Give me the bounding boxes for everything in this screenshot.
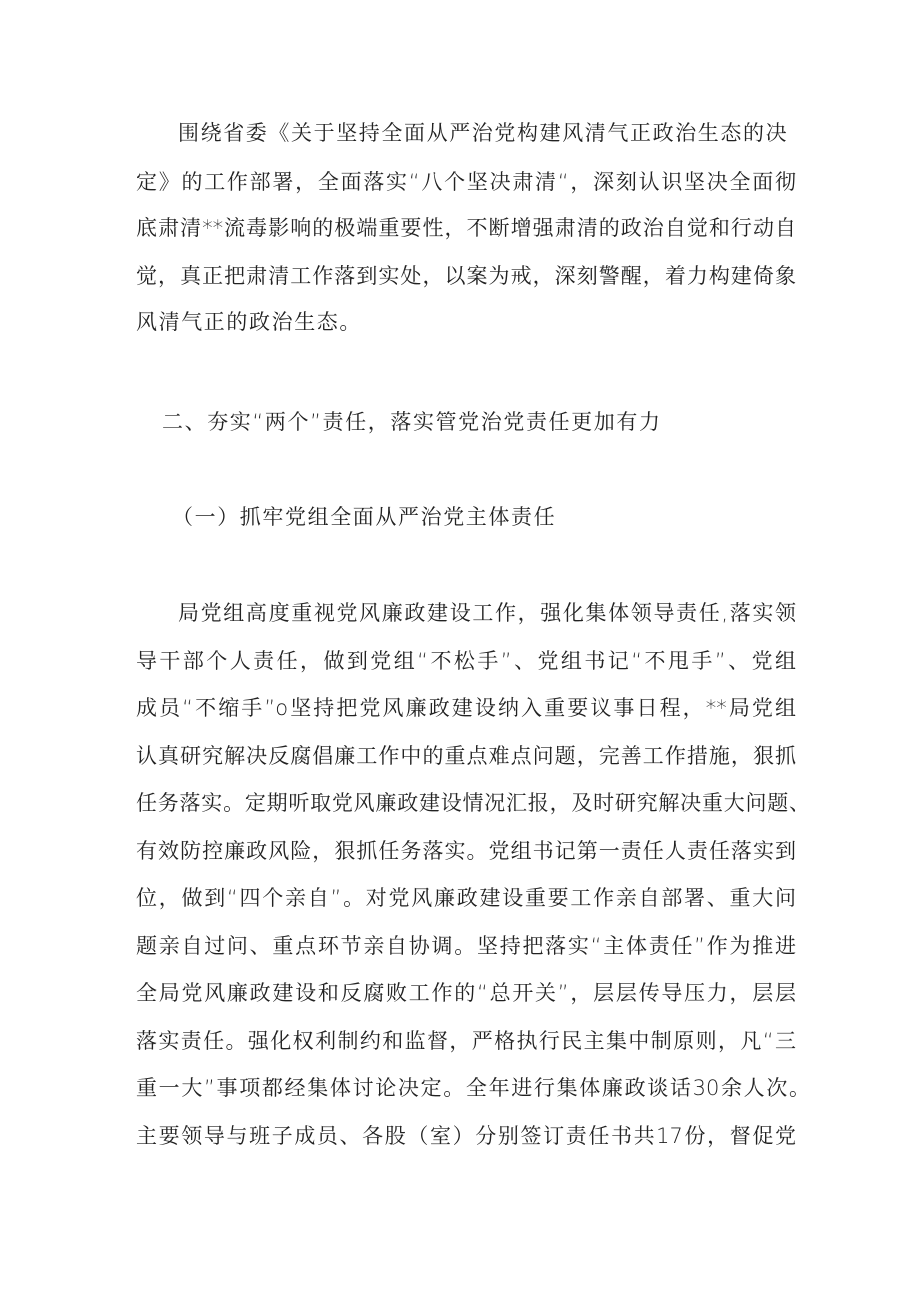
paragraph-2-line-7: 位，做到“四个亲自”。对党风廉政建设重要工作亲自部署、重大问 (136, 886, 796, 910)
paragraph-2-line-10: 落实责任。强化权利制约和监督，严格执行民主集中制原则，凡“三 (136, 1029, 796, 1053)
paragraph-1-line-3: 底肃清**流毒影响的极端重要性，不断增强肃清的政治自觉和行动自 (136, 216, 796, 240)
paragraph-2-line-3: 成员“不缩手”o坚持把党风廉政建设纳入重要议事日程，**局党组 (136, 696, 796, 720)
paragraph-2-line-8: 题亲自过问、重点环节亲自协调。坚持把落实“主体责任”作为推进 (136, 934, 796, 958)
paragraph-2-line-6: 有效防控廉政风险，狠抓任务落实。党组书记第一责任人责任落实到 (136, 839, 796, 863)
paragraph-2-line-11: 重一大”事项都经集体讨论决定。全年进行集体廉政谈话30余人次。 (136, 1076, 810, 1100)
paragraph-2-line-9: 全局党风廉政建设和反腐败工作的“总开关”，层层传导压力，层层 (136, 981, 796, 1005)
subsection-heading: （一）抓牢党组全面从严治党主体责任 (172, 505, 557, 529)
paragraph-2-line-4: 认真研究解决反腐倡廉工作中的重点难点问题，完善工作措施，狠抓 (136, 744, 796, 768)
paragraph-2-line-2: 导干部个人责任，做到党组“不松手”、党组书记“不甩手”、党组 (136, 649, 796, 673)
paragraph-2-line-12: 主要领导与班子成员、各股（室）分别签订责任书共17份，督促党 (136, 1124, 796, 1148)
section-heading: 二、夯实“两个”责任，落实管党治党责任更加有力 (162, 410, 662, 434)
paragraph-1-line-1: 围绕省委《关于坚持全面从严治党构建风清气正政治生态的决 (178, 121, 789, 145)
paragraph-2-line-1: 局党组高度重视党风廉政建设工作，强化集体领导责任,落实领 (178, 601, 796, 625)
paragraph-2-line-5: 任务落实。定期听取党风廉政建设情况汇报，及时研究解决重大问题、 (136, 791, 810, 815)
paragraph-1-line-5: 风清气正的政治生态。 (136, 310, 362, 334)
paragraph-1-line-2: 定》的工作部署，全面落实“八个坚决肃清“，深刻认识坚决全面彻 (136, 170, 796, 194)
paragraph-1-line-4: 觉，真正把肃清工作落到实处，以案为戒，深刻警醒，着力构建倚象 (136, 264, 796, 288)
